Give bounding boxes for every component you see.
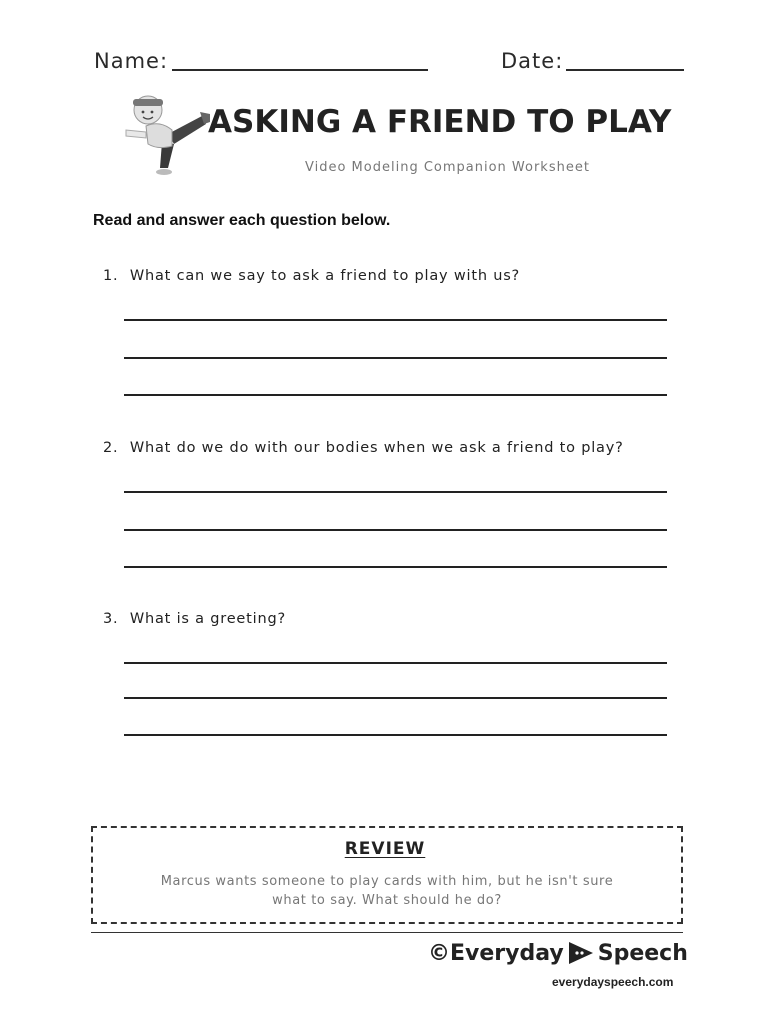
answer-line[interactable] <box>124 357 667 359</box>
footer-divider <box>91 932 683 933</box>
question-1 <box>103 268 520 284</box>
answer-line[interactable] <box>124 734 667 736</box>
question-3 <box>103 611 286 627</box>
question-number: 1. <box>103 268 119 284</box>
worksheet-subtitle: Video Modeling Companion Worksheet <box>305 160 590 175</box>
copyright-symbol: © <box>428 940 450 966</box>
review-title: REVIEW <box>344 839 426 859</box>
date-label: Date: <box>501 49 564 73</box>
question-text: What do we do with our bodies when we ask a friend to play? <box>129 440 624 456</box>
date-field[interactable] <box>566 69 684 71</box>
worksheet-title: ASKING A FRIEND TO PLAY <box>208 104 672 140</box>
name-label: Name: <box>94 49 169 73</box>
instructions-text: Read and answer each question below. <box>93 212 391 229</box>
play-speech-bubble-icon <box>566 940 596 966</box>
brand-logo <box>428 940 688 966</box>
question-2 <box>103 440 624 456</box>
answer-line[interactable] <box>124 662 667 664</box>
review-text <box>120 872 654 910</box>
footer-url[interactable]: everydayspeech.com <box>552 975 674 989</box>
kicking-boy-illustration <box>116 90 212 178</box>
question-number: 2. <box>103 440 119 456</box>
brand-everyday: Everyday <box>450 940 564 966</box>
question-text: What can we say to ask a friend to play with us? <box>129 268 521 284</box>
answer-line[interactable] <box>124 319 667 321</box>
name-field[interactable] <box>172 69 428 71</box>
answer-line[interactable] <box>124 529 667 531</box>
answer-line[interactable] <box>124 394 667 396</box>
question-number: 3. <box>103 611 119 627</box>
answer-line[interactable] <box>124 566 667 568</box>
answer-line[interactable] <box>124 697 667 699</box>
answer-line[interactable] <box>124 491 667 493</box>
question-text: What is a greeting? <box>129 611 286 627</box>
brand-speech: Speech <box>597 940 688 966</box>
review-line-2: what to say. What should he do? <box>272 893 502 908</box>
review-line-1: Marcus wants someone to play cards with him, but he isn't sure <box>160 874 614 889</box>
